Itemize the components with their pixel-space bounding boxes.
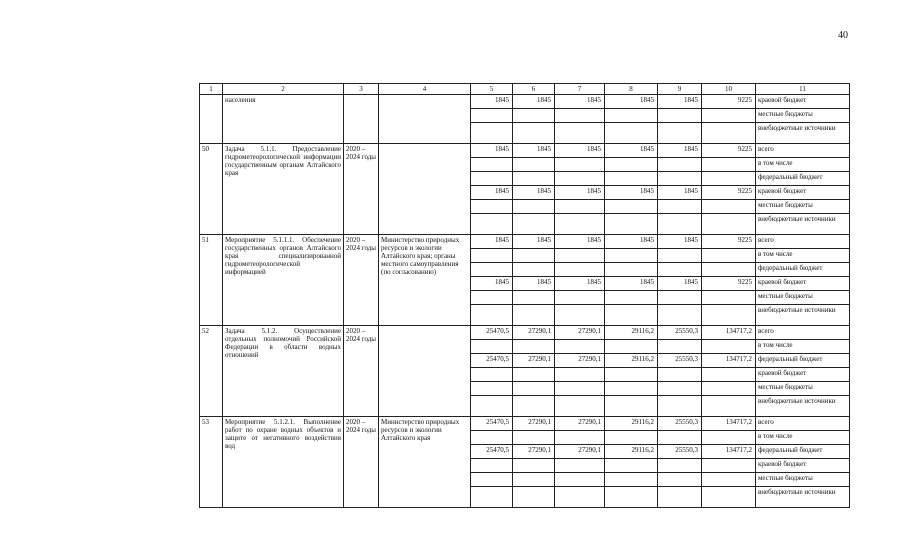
value-cell: 1845 <box>471 186 513 200</box>
value-cell: 25470,5 <box>471 445 513 459</box>
executor <box>379 144 471 235</box>
source-label: краевой бюджет <box>756 368 850 382</box>
value-cell: 134717,2 <box>702 326 756 340</box>
source-label: в том числе <box>756 340 850 354</box>
value-cell: 134717,2 <box>702 417 756 431</box>
value-cell: 27290,1 <box>555 445 605 459</box>
table-row <box>200 417 850 431</box>
value-cell: 27290,1 <box>513 354 555 368</box>
value-cell: 1845 <box>513 144 555 158</box>
value-cell: 1845 <box>513 277 555 291</box>
header-cell: 10 <box>702 84 756 95</box>
item-name: населения <box>223 95 344 144</box>
table-row <box>200 144 850 158</box>
value-cell: 9225 <box>702 186 756 200</box>
source-label: внебюджетные источники <box>756 123 850 144</box>
header-cell: 6 <box>513 84 555 95</box>
source-label: всего <box>756 417 850 431</box>
value-cell: 1845 <box>658 144 702 158</box>
executor: Министерство природных ресурсов и экологии Алтайского края <box>379 417 471 508</box>
table-row <box>200 95 850 109</box>
source-label: краевой бюджет <box>756 277 850 291</box>
value-cell: 1845 <box>471 277 513 291</box>
value-cell: 27290,1 <box>513 326 555 340</box>
value-cell: 27290,1 <box>555 326 605 340</box>
value-cell: 1845 <box>471 144 513 158</box>
source-label: в том числе <box>756 431 850 445</box>
period: 2020 – 2024 годы <box>344 417 379 508</box>
value-cell: 1845 <box>471 95 513 109</box>
source-label: внебюджетные источники <box>756 396 850 417</box>
value-cell: 25470,5 <box>471 417 513 431</box>
value-cell: 1845 <box>513 235 555 249</box>
period: 2020 – 2024 годы <box>344 326 379 417</box>
value-cell: 1845 <box>658 95 702 109</box>
source-label: всего <box>756 144 850 158</box>
table-row <box>200 326 850 340</box>
table-row <box>200 235 850 249</box>
period: 2020 – 2024 годы <box>344 235 379 326</box>
source-label: местные бюджеты <box>756 200 850 214</box>
item-name: Мероприятие 5.1.2.1. Выполнение работ по охране водных объектов и защите от негативного воздействия вод <box>223 417 344 508</box>
value-cell: 1845 <box>513 186 555 200</box>
value-cell: 134717,2 <box>702 445 756 459</box>
budget-table <box>199 83 850 508</box>
source-label: краевой бюджет <box>756 186 850 200</box>
value-cell: 1845 <box>471 235 513 249</box>
value-cell: 1845 <box>605 235 658 249</box>
value-cell: 1845 <box>555 95 605 109</box>
value-cell: 27290,1 <box>555 417 605 431</box>
value-cell: 1845 <box>555 186 605 200</box>
executor <box>379 326 471 417</box>
value-cell: 1845 <box>658 277 702 291</box>
value-cell: 29116,2 <box>605 354 658 368</box>
value-cell: 29116,2 <box>605 326 658 340</box>
header-cell: 2 <box>223 84 344 95</box>
source-label: федеральный бюджет <box>756 172 850 186</box>
value-cell: 27290,1 <box>513 445 555 459</box>
period: 2020 – 2024 годы <box>344 144 379 235</box>
item-name: Задача 5.1.1. Предоставление гидрометеорологической информации государственным органам Алтайского края <box>223 144 344 235</box>
source-label: краевой бюджет <box>756 95 850 109</box>
value-cell: 1845 <box>555 277 605 291</box>
value-cell: 25550,3 <box>658 417 702 431</box>
executor: Министерство природных ресурсов и экологии Алтайского края; органы местного самоуправления (по согласованию) <box>379 235 471 326</box>
source-label: всего <box>756 326 850 340</box>
value-cell: 9225 <box>702 235 756 249</box>
source-label: всего <box>756 235 850 249</box>
source-label: краевой бюджет <box>756 459 850 473</box>
value-cell: 1845 <box>555 144 605 158</box>
row-number: 50 <box>200 144 223 235</box>
source-label: в том числе <box>756 249 850 263</box>
header-cell: 11 <box>756 84 850 95</box>
value-cell: 25550,3 <box>658 445 702 459</box>
value-cell: 134717,2 <box>702 354 756 368</box>
page-number: 40 <box>838 30 848 41</box>
source-label: местные бюджеты <box>756 109 850 123</box>
header-cell: 4 <box>379 84 471 95</box>
row-number: 51 <box>200 235 223 326</box>
source-label: местные бюджеты <box>756 382 850 396</box>
value-cell: 1845 <box>605 277 658 291</box>
header-row <box>200 84 850 95</box>
source-label: местные бюджеты <box>756 291 850 305</box>
value-cell: 1845 <box>658 235 702 249</box>
source-label: федеральный бюджет <box>756 263 850 277</box>
value-cell: 25550,3 <box>658 326 702 340</box>
source-label: внебюджетные источники <box>756 305 850 326</box>
source-label: федеральный бюджет <box>756 445 850 459</box>
value-cell: 9225 <box>702 144 756 158</box>
value-cell: 27290,1 <box>555 354 605 368</box>
header-cell: 7 <box>555 84 605 95</box>
source-label: в том числе <box>756 158 850 172</box>
value-cell: 9225 <box>702 277 756 291</box>
source-label: внебюджетные источники <box>756 487 850 508</box>
header-cell: 9 <box>658 84 702 95</box>
source-label: внебюджетные источники <box>756 214 850 235</box>
item-name: Мероприятие 5.1.1.1. Обеспечение государственных органов Алтайского края специализированной гидрометеорологической информацией <box>223 235 344 326</box>
value-cell: 1845 <box>658 186 702 200</box>
row-number: 53 <box>200 417 223 508</box>
value-cell: 25470,5 <box>471 326 513 340</box>
value-cell: 1845 <box>605 186 658 200</box>
value-cell: 25470,5 <box>471 354 513 368</box>
value-cell: 1845 <box>605 95 658 109</box>
header-cell: 3 <box>344 84 379 95</box>
value-cell: 9225 <box>702 95 756 109</box>
source-label: местные бюджеты <box>756 473 850 487</box>
value-cell: 29116,2 <box>605 417 658 431</box>
item-name: Задача 5.1.2. Осуществление отдельных полномочий Российской Федерации в области водных отношений <box>223 326 344 417</box>
row-number: 52 <box>200 326 223 417</box>
value-cell: 1845 <box>555 235 605 249</box>
value-cell: 27290,1 <box>513 417 555 431</box>
value-cell: 1845 <box>605 144 658 158</box>
source-label: федеральный бюджет <box>756 354 850 368</box>
header-cell: 5 <box>471 84 513 95</box>
header-cell: 1 <box>200 84 223 95</box>
value-cell: 25550,3 <box>658 354 702 368</box>
header-cell: 8 <box>605 84 658 95</box>
value-cell: 29116,2 <box>605 445 658 459</box>
value-cell: 1845 <box>513 95 555 109</box>
